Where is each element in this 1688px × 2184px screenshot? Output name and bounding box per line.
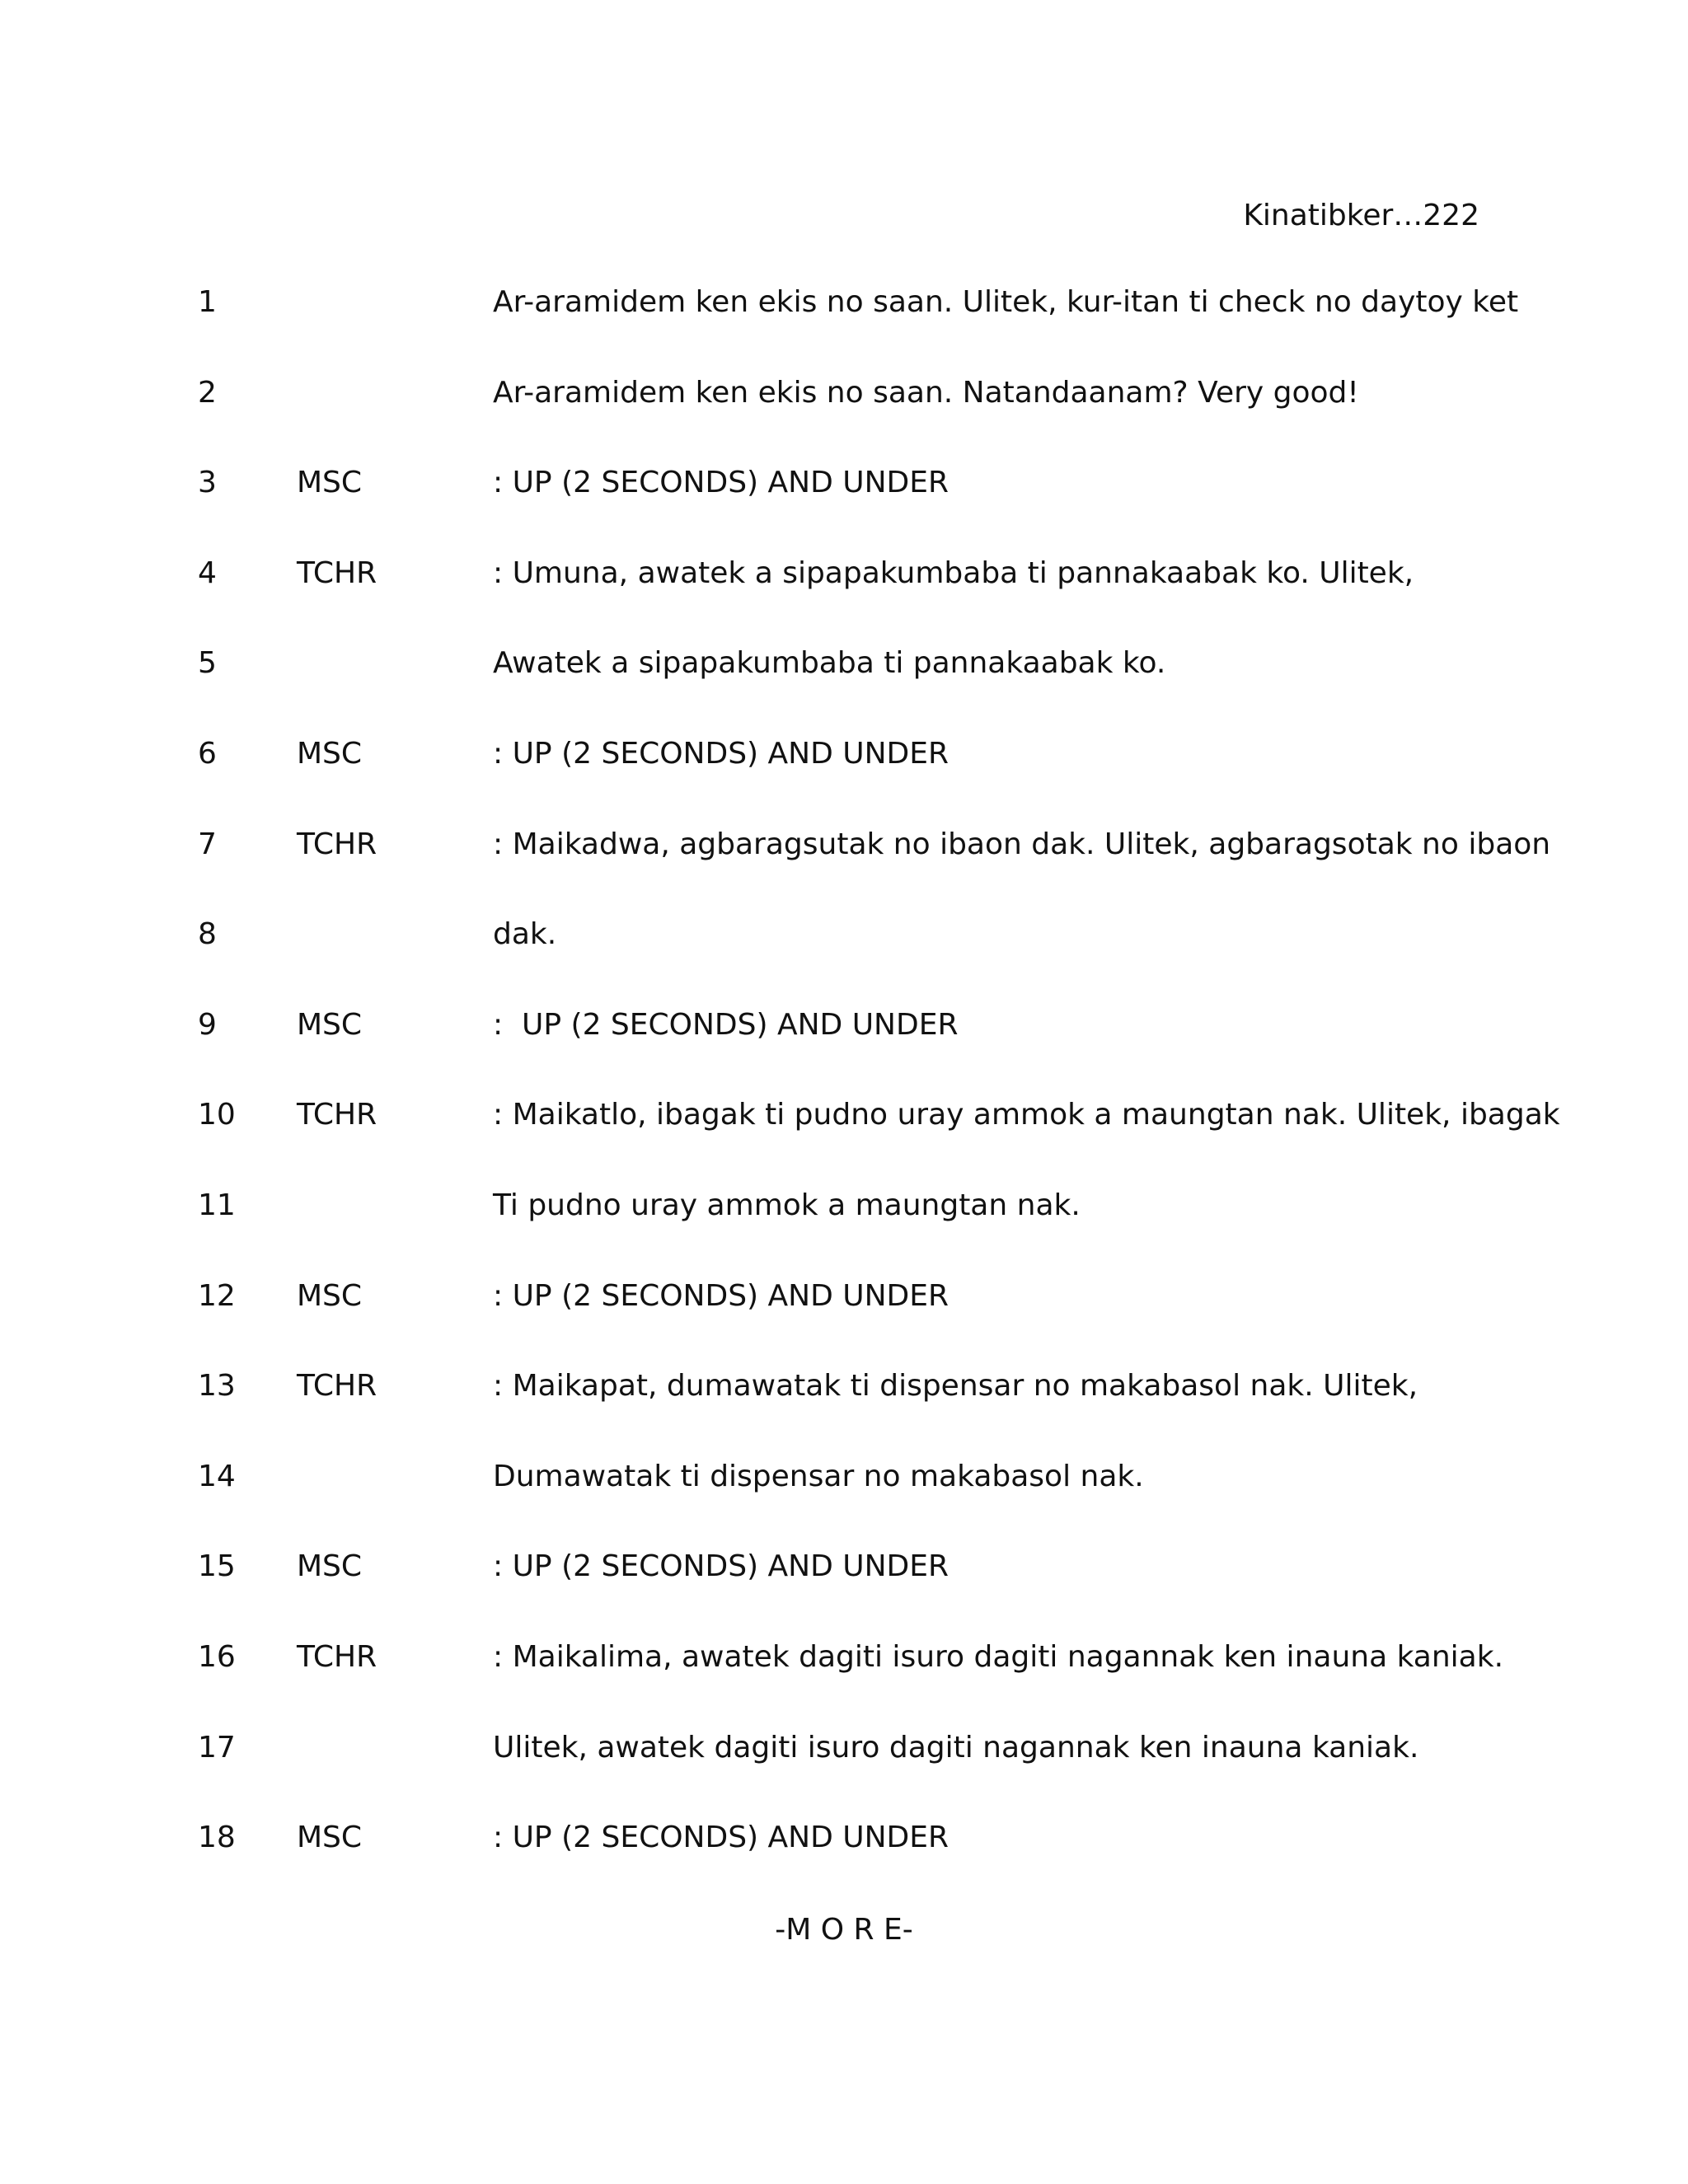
script-line — [0, 1549, 1688, 1639]
line-number: 16 — [198, 1639, 236, 1674]
speaker-cue: TCHR — [297, 1369, 377, 1404]
script-line — [0, 736, 1688, 827]
line-number: 5 — [198, 646, 217, 681]
script-line — [0, 555, 1688, 646]
line-number: 2 — [198, 375, 217, 410]
script-line — [0, 1730, 1688, 1821]
script-line — [0, 1368, 1688, 1459]
line-text: Ar-aramidem ken ekis no saan. Ulitek, kur-itan ti check no daytoy ket — [493, 285, 1519, 319]
line-text: : Maikadwa, agbaragsutak no ibaon dak. Ulitek, agbaragsotak no ibaon — [493, 827, 1551, 861]
script-line — [0, 1820, 1688, 1910]
speaker-cue: TCHR — [297, 1639, 377, 1674]
line-number: 18 — [198, 1821, 236, 1855]
script-line — [0, 1188, 1688, 1278]
speaker-cue: MSC — [297, 1821, 363, 1855]
speaker-cue: MSC — [297, 466, 363, 500]
line-number: 3 — [198, 466, 217, 500]
line-text: : Maikatlo, ibagak ti pudno uray ammok a maungtan nak. Ulitek, ibagak — [493, 1098, 1560, 1132]
line-text: : UP (2 SECONDS) AND UNDER — [493, 466, 950, 500]
script-line — [0, 1097, 1688, 1188]
script-line — [0, 1278, 1688, 1369]
line-text: : UP (2 SECONDS) AND UNDER — [493, 736, 950, 771]
line-text: Ar-aramidem ken ekis no saan. Natandaanam? Very good! — [493, 375, 1359, 410]
line-number: 13 — [198, 1369, 236, 1404]
script-line — [0, 284, 1688, 375]
line-number: 9 — [198, 1007, 217, 1042]
script-line — [0, 1007, 1688, 1098]
line-number: 10 — [198, 1098, 236, 1132]
line-number: 12 — [198, 1278, 236, 1313]
line-text: : Maikapat, dumawatak ti dispensar no makabasol nak. Ulitek, — [493, 1369, 1418, 1404]
line-number: 15 — [198, 1549, 236, 1584]
line-number: 6 — [198, 736, 217, 771]
script-line — [0, 465, 1688, 555]
script-line — [0, 1459, 1688, 1549]
line-number: 4 — [198, 555, 217, 590]
line-text: : UP (2 SECONDS) AND UNDER — [493, 1821, 950, 1855]
line-text: : UP (2 SECONDS) AND UNDER — [493, 1549, 950, 1584]
line-number: 14 — [198, 1459, 236, 1493]
line-text: Ulitek, awatek dagiti isuro dagiti nagannak ken inauna kaniak. — [493, 1730, 1419, 1765]
speaker-cue: MSC — [297, 1549, 363, 1584]
speaker-cue: TCHR — [297, 1098, 377, 1132]
line-number: 11 — [198, 1188, 236, 1222]
line-number: 1 — [198, 285, 217, 319]
line-text: Ti pudno uray ammok a maungtan nak. — [493, 1188, 1081, 1222]
line-text: dak. — [493, 917, 557, 952]
script-lines — [0, 284, 1688, 1910]
script-line — [0, 916, 1688, 1007]
line-text: Awatek a sipapakumbaba ti pannakaabak ko. — [493, 646, 1166, 681]
script-line — [0, 375, 1688, 466]
speaker-cue: MSC — [297, 1007, 363, 1042]
script-line — [0, 1639, 1688, 1730]
script-line — [0, 645, 1688, 736]
speaker-cue: MSC — [297, 1278, 363, 1313]
speaker-cue: MSC — [297, 736, 363, 771]
line-number: 17 — [198, 1730, 236, 1765]
line-text: Dumawatak ti dispensar no makabasol nak. — [493, 1459, 1144, 1493]
more-continuation-marker: -M O R E- — [775, 1913, 913, 1947]
line-number: 8 — [198, 917, 217, 952]
page-header-label: Kinatibker…222 — [1243, 199, 1479, 232]
script-line — [0, 827, 1688, 917]
speaker-cue: TCHR — [297, 555, 377, 590]
line-text: : UP (2 SECONDS) AND UNDER — [493, 1278, 950, 1313]
speaker-cue: TCHR — [297, 827, 377, 861]
line-number: 7 — [198, 827, 217, 861]
line-text: : Umuna, awatek a sipapakumbaba ti pannakaabak ko. Ulitek, — [493, 555, 1414, 590]
line-text: : UP (2 SECONDS) AND UNDER — [493, 1007, 959, 1042]
line-text: : Maikalima, awatek dagiti isuro dagiti nagannak ken inauna kaniak. — [493, 1639, 1504, 1674]
